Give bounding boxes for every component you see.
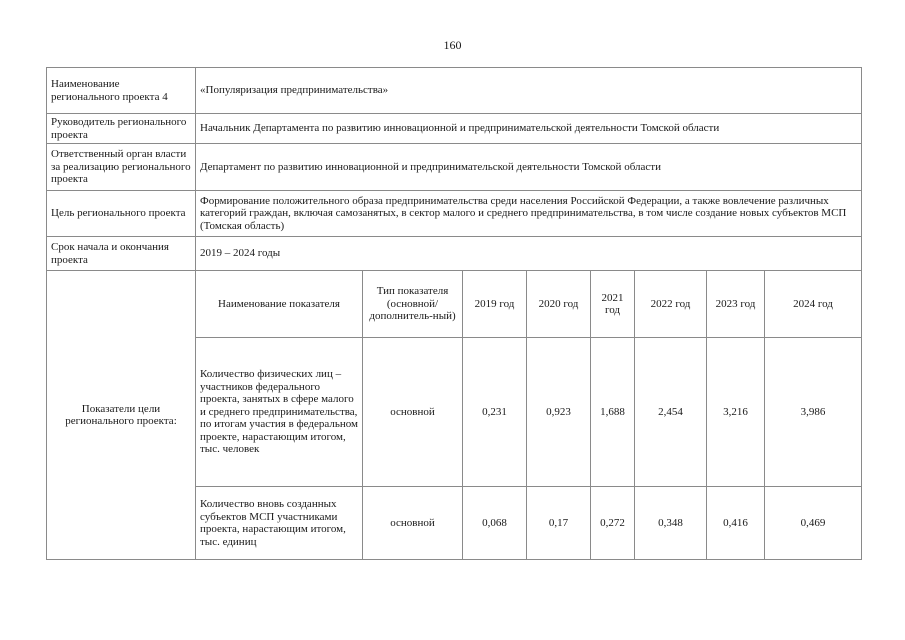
responsible-organ-label: Ответственный орган власти за реализацию регионального проекта — [47, 144, 196, 191]
project-goal-value: Формирование положительного образа предпринимательства среди населения Российской Федерации, а также вовлечение различных категорий граждан, включая самозанятых, в сектор малого и среднего предпринимательства, в том числе создание новых субъектов МСП (Томская область) — [196, 191, 862, 237]
row-project-term — [47, 237, 862, 271]
indicator-value-2024: 3,986 — [765, 338, 862, 487]
header-year-2023: 2023 год — [707, 271, 765, 338]
header-indicator-name: Наименование показателя — [196, 271, 363, 338]
indicator-value-2024: 0,469 — [765, 487, 862, 560]
row-project-goal — [47, 191, 862, 237]
indicator-value-2019: 0,068 — [463, 487, 527, 560]
indicator-name: Количество вновь созданных субъектов МСП участниками проекта, нарастающим итогом, тыс. единиц — [196, 487, 363, 560]
indicator-type: основной — [363, 487, 463, 560]
row-project-head — [47, 114, 862, 144]
row-project-name — [47, 68, 862, 114]
project-goal-label: Цель регионального проекта — [47, 191, 196, 237]
project-passport-table — [46, 67, 862, 560]
header-year-2019: 2019 год — [463, 271, 527, 338]
project-term-value: 2019 – 2024 годы — [196, 237, 862, 271]
header-year-2021: 2021 год — [591, 271, 635, 338]
project-head-label: Руководитель регионального проекта — [47, 114, 196, 144]
project-name-value: «Популяризация предпринимательства» — [196, 68, 862, 114]
indicator-value-2022: 0,348 — [635, 487, 707, 560]
header-indicator-type: Тип показателя (основной/ дополнитель-ный) — [363, 271, 463, 338]
indicator-value-2022: 2,454 — [635, 338, 707, 487]
indicator-value-2020: 0,17 — [527, 487, 591, 560]
header-year-2022: 2022 год — [635, 271, 707, 338]
indicators-header-row — [47, 271, 862, 338]
indicator-value-2019: 0,231 — [463, 338, 527, 487]
page-number: 160 — [443, 38, 462, 52]
row-responsible-organ — [47, 144, 862, 191]
project-name-label: Наименование регионального проекта 4 — [47, 68, 196, 114]
responsible-organ-value: Департамент по развитию инновационной и предпринимательской деятельности Томской области — [196, 144, 862, 191]
indicators-label: Показатели цели регионального проекта: — [47, 271, 196, 560]
indicator-value-2021: 1,688 — [591, 338, 635, 487]
header-year-2024: 2024 год — [765, 271, 862, 338]
indicator-value-2023: 3,216 — [707, 338, 765, 487]
indicator-value-2020: 0,923 — [527, 338, 591, 487]
indicator-name: Количество физических лиц – участников федерального проекта, занятых в сфере малого и среднего предпринимательства, по итогам участия в федеральном проекте, нарастающим итогом, тыс. человек — [196, 338, 363, 487]
header-year-2020: 2020 год — [527, 271, 591, 338]
indicator-type: основной — [363, 338, 463, 487]
project-head-value: Начальник Департамента по развитию инновационной и предпринимательской деятельности Томской области — [196, 114, 862, 144]
indicator-value-2021: 0,272 — [591, 487, 635, 560]
project-term-label: Срок начала и окончания проекта — [47, 237, 196, 271]
indicator-value-2023: 0,416 — [707, 487, 765, 560]
